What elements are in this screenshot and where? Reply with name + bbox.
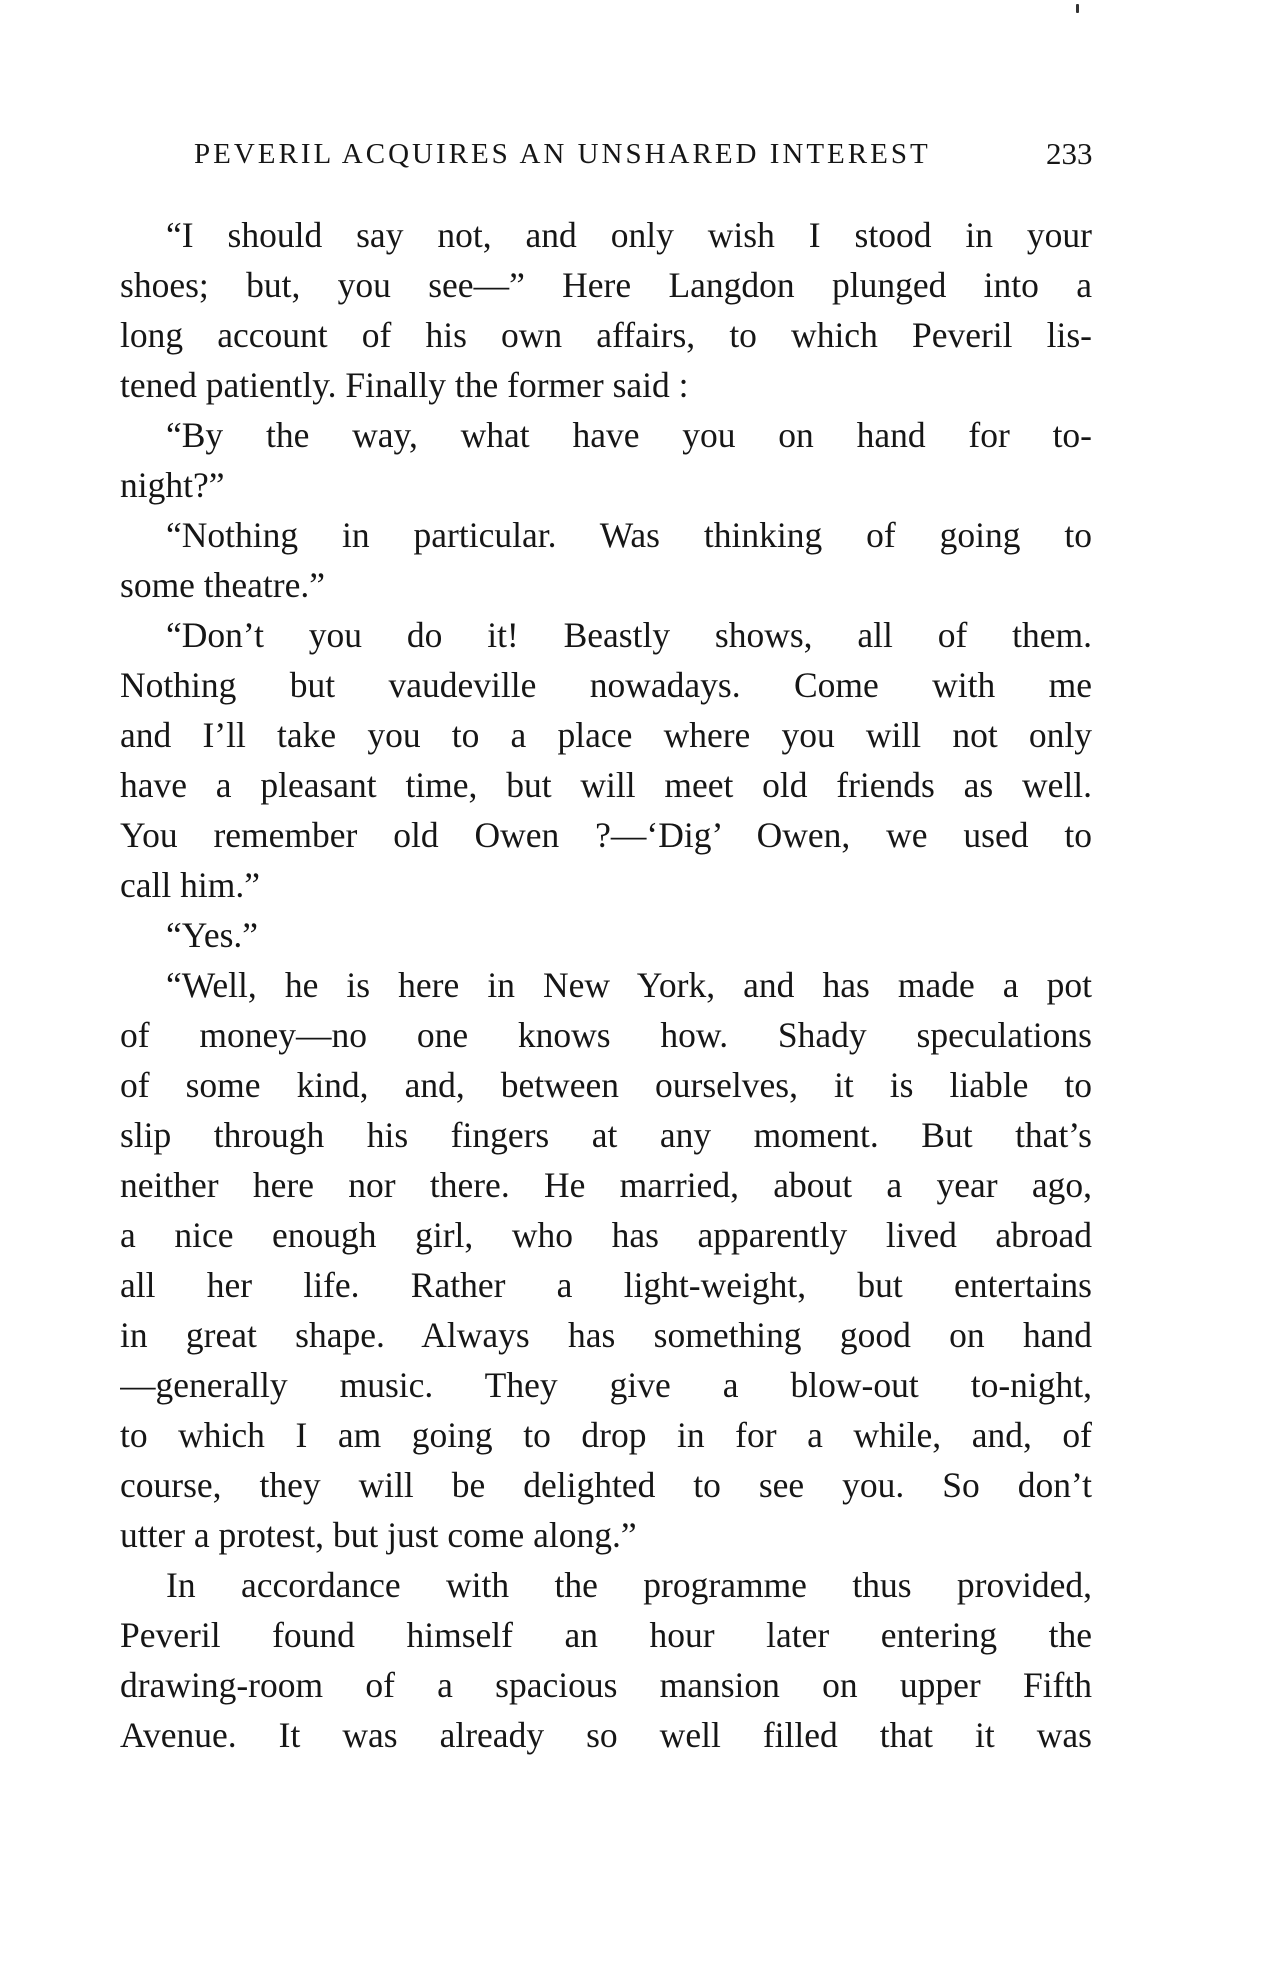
text-line: course, they will be delighted to see you. So don’t xyxy=(120,1465,1092,1505)
text-line: neither here nor there. He married, about a year ago, xyxy=(120,1165,1092,1205)
text-line: tened patiently. Finally the former said : xyxy=(120,365,689,405)
text-line: Peveril found himself an hour later entering the xyxy=(120,1615,1092,1655)
text-line: all her life. Rather a light-weight, but entertains xyxy=(120,1265,1092,1305)
text-line: Avenue. It was already so well filled that it was xyxy=(120,1715,1092,1755)
text-line: In accordance with the programme thus provided, xyxy=(166,1565,1092,1605)
text-line: “Well, he is here in New York, and has made a pot xyxy=(166,965,1092,1005)
text-line: “Don’t you do it! Beastly shows, all of them. xyxy=(166,615,1092,655)
text-line: long account of his own affairs, to which Peveril lis- xyxy=(120,315,1092,355)
text-line: slip through his fingers at any moment. But that’s xyxy=(120,1115,1092,1155)
running-title: PEVERIL ACQUIRES AN UNSHARED INTEREST xyxy=(194,138,931,170)
text-line: shoes; but, you see—” Here Langdon plunged into a xyxy=(120,265,1092,305)
text-line: “By the way, what have you on hand for to- xyxy=(166,415,1092,455)
text-line: a nice enough girl, who has apparently lived abroad xyxy=(120,1215,1092,1255)
ink-speck xyxy=(1076,4,1079,13)
body-text xyxy=(120,210,1092,1760)
text-line: and I’ll take you to a place where you will not only xyxy=(120,715,1092,755)
text-line: some theatre.” xyxy=(120,565,326,605)
text-line: call him.” xyxy=(120,865,260,905)
text-line: of some kind, and, between ourselves, it is liable to xyxy=(120,1065,1092,1105)
text-line: drawing-room of a spacious mansion on upper Fifth xyxy=(120,1665,1092,1705)
page-number: 233 xyxy=(1046,136,1093,171)
text-line: “I should say not, and only wish I stood in your xyxy=(166,215,1092,255)
text-line: Nothing but vaudeville nowadays. Come with me xyxy=(120,665,1092,705)
text-line: You remember old Owen ?—‘Dig’ Owen, we used to xyxy=(120,815,1092,855)
text-line: have a pleasant time, but will meet old friends as well. xyxy=(120,765,1092,805)
text-line: in great shape. Always has something good on hand xyxy=(120,1315,1092,1355)
text-line: utter a protest, but just come along.” xyxy=(120,1515,637,1555)
text-line: “Nothing in particular. Was thinking of going to xyxy=(166,515,1092,555)
text-line: “Yes.” xyxy=(166,915,259,955)
text-line: of money—no one knows how. Shady speculations xyxy=(120,1015,1092,1055)
text-line: —generally music. They give a blow-out to-night, xyxy=(120,1365,1092,1405)
page-header xyxy=(0,134,1270,174)
text-line: to which I am going to drop in for a while, and, of xyxy=(120,1415,1092,1455)
text-line: night?” xyxy=(120,465,225,505)
